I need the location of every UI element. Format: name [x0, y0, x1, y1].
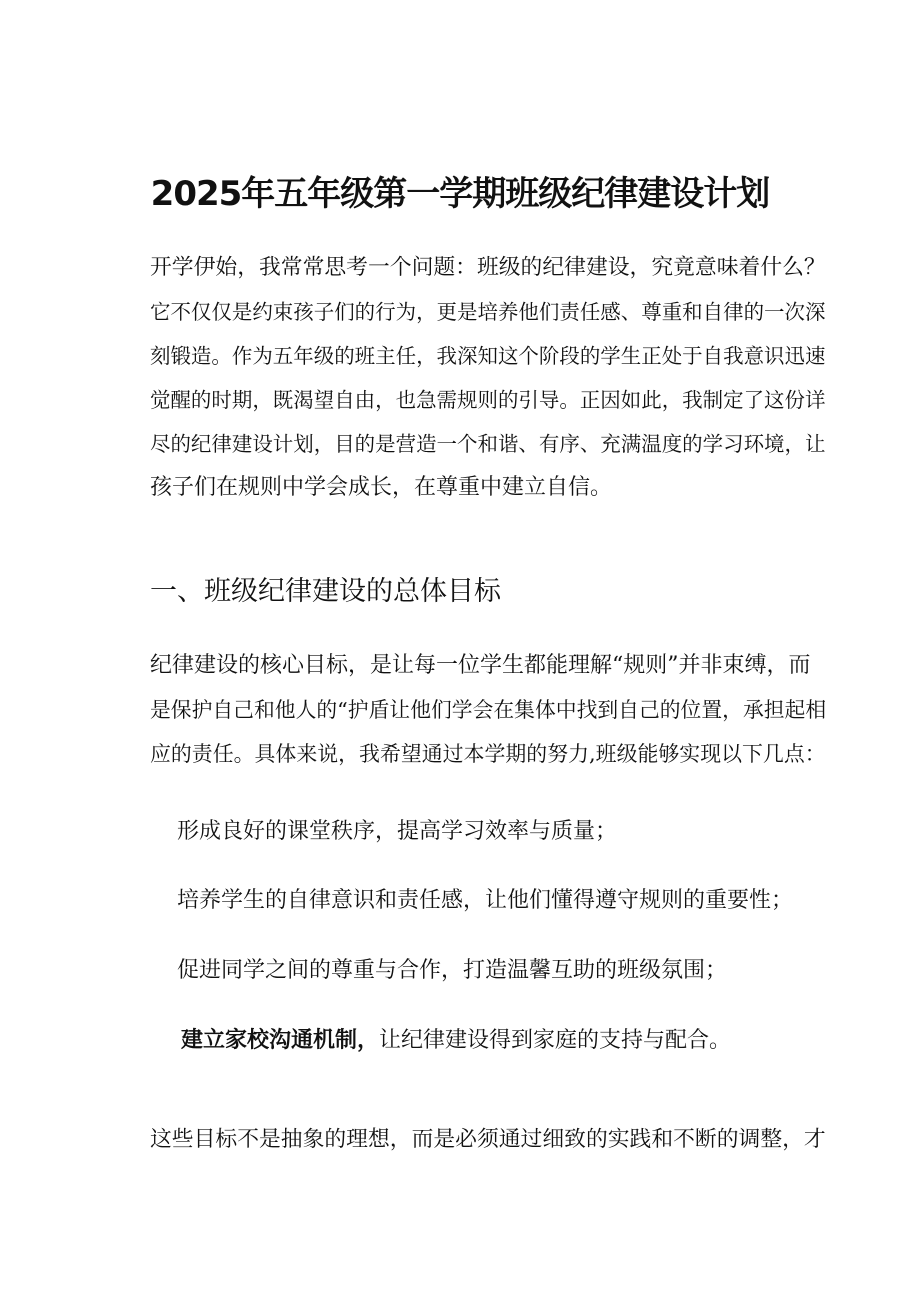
document-title: 2025年五年级第一学期班级纪律建设计划: [150, 174, 770, 214]
goal-item: 形成良好的课堂秩序，提高学习效率与质量；: [177, 819, 618, 844]
section1-line: 应的责任。具体来说，我希望通过本学期的努力,班级能够实现以下几点：: [150, 742, 826, 766]
section1-line: 纪律建设的核心目标，是让每一位学生都能理解“规则”并非束缚，而: [150, 653, 811, 678]
intro-line: 开学伊始，我常常思考一个问题：班级的纪律建设，究竟意味着什么？: [150, 255, 826, 280]
intro-line: 孩子们在规则中学会成长，在尊重中建立自信。: [150, 475, 613, 500]
goal-item: [181, 1026, 731, 1056]
section-heading: 一、班级纪律建设的总体目标: [150, 576, 501, 607]
goal-item: 培养学生的自律意识和责任感，让他们懂得遵守规则的重要性；: [177, 888, 794, 913]
closing-line: 这些目标不是抽象的理想，而是必须通过细致的实践和不断的调整，才: [150, 1127, 826, 1152]
intro-line: 尽的纪律建设计划，目的是营造一个和谐、有序、充满温度的学习环境，让: [150, 432, 826, 456]
goal-item-lead: 建立家校沟通机制，: [181, 1028, 380, 1053]
intro-line: 觉醒的时期，既渴望自由，也急需规则的引导。正因如此，我制定了这份详: [150, 388, 826, 412]
intro-line: 刻锻造。作为五年级的班主任，我深知这个阶段的学生正处于自我意识迅速: [150, 344, 826, 368]
goal-item-rest: 让纪律建设得到家庭的支持与配合。: [379, 1028, 732, 1053]
goal-item: 促进同学之间的尊重与合作，打造温馨互助的班级氛围；: [177, 958, 728, 983]
section1-line: 是保护自己和他人的“护盾让他们学会在集体中找到自己的位置，承担起相: [150, 698, 827, 722]
intro-line: 它不仅仅是约束孩子们的行为，更是培养他们责任感、尊重和自律的一次深: [150, 300, 826, 324]
